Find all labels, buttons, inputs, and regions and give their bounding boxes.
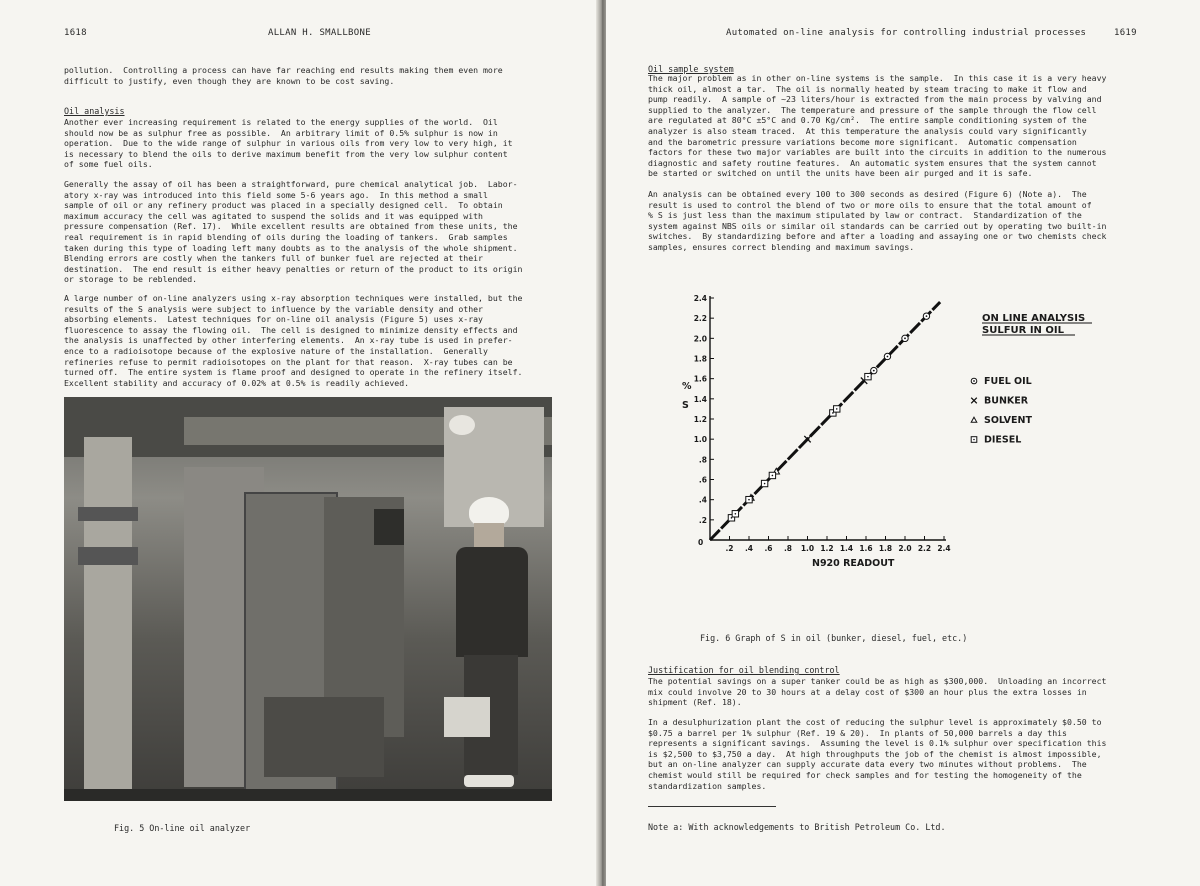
x-tick-label: .4 [744, 544, 754, 553]
y-tick-label: 1.8 [693, 354, 707, 364]
data-point-fuel-oil-center [926, 315, 928, 317]
photo-operator-shoes [464, 775, 514, 787]
chart-title-line-1: ON LINE ANALYSIS [982, 313, 1086, 324]
x-tick-label: 1.6 [859, 544, 873, 553]
photo-pipe-flange [78, 507, 138, 521]
footnote-rule [648, 806, 776, 807]
y-tick-label: .8 [698, 455, 707, 465]
justification-heading: Justification for oil blending control [648, 665, 840, 675]
left-page [0, 0, 598, 886]
chart-legend [971, 376, 1032, 446]
justification-paragraph-2: In a desulphurization plant the cost of reducing the sulphur level is approximately $0.50 to $0.75 a barrel per 1% sulphur (Ref. 19 & 20). In plants of 50,000 barrels a day this represents a significant savings. Assuming the level is 0.1% sulphur over specification this is $2,500 to $3,750 a day. At high throughputs the job of the chemist is almost impossible, but an on-line analyzer can supply accurate data every two minutes without problems. The chemist would still be required for check samples and for testing the homogeneity of the standardization samples. [648, 717, 1107, 791]
data-point-bunker [804, 436, 810, 442]
photo-analyzer-base [264, 697, 384, 777]
photo-sample-box [444, 697, 490, 737]
page-number-left: 1618 [64, 28, 87, 38]
footnote-a: Note a: With acknowledgements to British Petroleum Co. Ltd. [648, 822, 946, 832]
oil-analysis-paragraph-2: Generally the assay of oil has been a straightforward, pure chemical analytical job. Labor- atory x-ray was introduced into this field some 5-6 years ago. In this method a small sample of oil or any refinery product was placed in a specially designed cell. To obtain maximum accuracy the cell was agitated to suspend the solids and it was equipped with pressure compensation (Ref. 17). While excellent results are obtained from these units, the real requirement is in rapid blending of oils during the loading of tankers. Grab samples taken during this type of loading left many doubts as to the analysis of the whole shipment. Blending errors are costly when the tankers full of bunker fuel are rejected at their destination. The end result is either heavy penalties or return of the product to its origin or storage to be reblended. [64, 179, 523, 285]
oil-sample-paragraph-2: An analysis can be obtained every 100 to 300 seconds as desired (Figure 6) (Note a). The result is used to control the blend of two or more oils to ensure that the total amount of % S is just less than the maximum stipulated by law or contract. Standardization of the system against NBS oils or similar oil standards can be carried out by operating two built-in switches. By standardizing before and after a loading and assaying one or two chemists check samples, ensures correct blending and maximum savings. [648, 189, 1107, 252]
photo-control-panel [374, 509, 404, 545]
data-point-fuel-oil-center [887, 356, 889, 358]
justification-paragraph-1: The potential savings on a super tanker could be as high as $300,000. Unloading an incorrect mix could involve 20 to 30 hours at a delay cost of $300 an hour plus the extra losses in shipment (Ref. 18). [648, 676, 1107, 708]
analyzer-photograph [64, 397, 552, 801]
figure-6-caption: Fig. 6 Graph of S in oil (bunker, diesel, fuel, etc.) [700, 633, 968, 643]
x-tick-label: .2 [725, 544, 734, 553]
legend-label-bunker: BUNKER [984, 395, 1029, 407]
legend-marker-bunker [971, 398, 977, 404]
photo-ceiling-light [449, 415, 475, 435]
y-tick-label: 1.6 [693, 374, 707, 384]
x-tick-label: 2.4 [937, 544, 951, 553]
data-point-diesel-center [748, 499, 750, 501]
data-point-diesel-center [867, 376, 869, 378]
y-tick-label: .2 [698, 515, 707, 525]
y-tick-label: 1.2 [693, 415, 707, 424]
x-tick-label: .6 [764, 544, 773, 553]
running-head-left: ALLAN H. SMALLBONE [268, 28, 371, 38]
y-tick-label: 1.4 [693, 394, 707, 404]
y-tick-label: .4 [698, 495, 707, 505]
data-point-diesel-center [836, 408, 838, 410]
photo-floor [64, 789, 552, 801]
y-tick-label: 2.0 [693, 334, 707, 344]
photo-operator-face [474, 523, 504, 549]
chart-title-line-2: SULFUR IN OIL [982, 325, 1064, 336]
intro-paragraph: pollution. Controlling a process can have far reaching end results making them even more difficult to justify, even though they are known to be cost saving. [64, 65, 503, 86]
x-tick-label: 1.2 [820, 544, 834, 553]
page-number-right: 1619 [1114, 28, 1137, 38]
photo-operator-coat [456, 547, 528, 657]
y-axis-label-percent: % [682, 381, 692, 392]
y-tick-label: 2.2 [693, 314, 707, 324]
y-axis-label-s: S [682, 400, 689, 411]
x-axis-label: N920 READOUT [812, 558, 895, 569]
data-point-fuel-oil-center [904, 337, 906, 339]
x-tick-label: 1.0 [800, 544, 815, 553]
photo-pipe-valve [78, 547, 138, 565]
data-point-fuel-oil-center [873, 370, 875, 372]
data-point-diesel-center [764, 483, 766, 485]
x-tick-label: 1.4 [839, 544, 854, 553]
y-tick-label: 2.4 [693, 294, 707, 303]
legend-label-fuel-oil: FUEL OIL [984, 376, 1032, 387]
x-tick-label: 2.2 [917, 544, 932, 553]
legend-marker-fuel-oil-center [973, 380, 975, 382]
y-tick-label: 1.0 [693, 435, 707, 445]
figure-5-caption: Fig. 5 On-line oil analyzer [114, 823, 251, 833]
x-tick-label: 2.0 [898, 544, 912, 553]
data-point-diesel-center [772, 475, 774, 477]
legend-label-solvent: SOLVENT [984, 415, 1032, 426]
x-tick-label: .8 [783, 544, 793, 553]
origin-label: 0 [698, 538, 704, 547]
oil-sample-paragraph-1: The major problem as in other on-line systems is the sample. In this case it is a very heavy thick oil, almost a tar. The oil is normally heated by steam tracing to make it flow and pump readily. A sample of ~23 liters/hour is extracted from the main process by valving and supplied to the analyzer. The temperature and pressure of the sample through the flow cell are regulated at 80°C ±5°C and 0.70 Kg/cm². The entire sample conditioning system of the analyzer is also steam traced. At this temperature the analysis could vary significantly and the barometric pressure variations become more significant. Automatic compensation factors for these two major variables are built into the circuits in addition to the numerous diagnostic and safety routine features. An automatic system ensures that the system cannot be started or switched on until the units have been air purged and it is safe. [648, 73, 1107, 179]
legend-label-diesel: DIESEL [984, 434, 1022, 446]
oil-sample-heading: Oil sample system [648, 64, 734, 74]
x-tick-label: 1.8 [878, 544, 893, 553]
legend-marker-solvent [971, 417, 977, 422]
oil-analysis-heading: Oil analysis [64, 106, 125, 116]
oil-analysis-paragraph-1: Another ever increasing requirement is related to the energy supplies of the world. Oil should now be as sulphur free as possible. An arbitrary limit of 0.5% sulphur is now in operation. Due to the wide range of sulphur in various oils from very low to very high, it is necessary to blend the oils to derive maximum benefit from the very low sulphur content of some fuel oils. [64, 117, 513, 170]
photo-pipe-column [84, 437, 132, 801]
oil-analysis-paragraph-3: A large number of on-line analyzers using x-ray absorption techniques were installed, but the results of the S analysis were subject to influence by the variable density and other absorbing elements. Latest techniques for on-line oil analysis (Figure 5) uses x-ray fluorescence to assay the flowing oil. The cell is designed to minimize density effects and the analysis is unaffected by other interfering elements. An x-ray tube is used in prefer- ence to a radioisotope because of the explosive nature of the installation. Generally refineries refuse to permit radioisotopes on the plant for that reason. X-ray tubes can be turned off. The entire system is flame proof and designed to operate in the refinery itself. Excellent stability and accuracy of 0.02% at 0.5% is readily achieved. [64, 293, 523, 388]
data-point-diesel-center [735, 513, 737, 515]
y-tick-label: .6 [698, 475, 707, 485]
sulfur-chart [660, 288, 1100, 578]
running-head-right: Automated on-line analysis for controlling industrial processes [726, 28, 1087, 38]
legend-marker-diesel-center [973, 439, 975, 441]
